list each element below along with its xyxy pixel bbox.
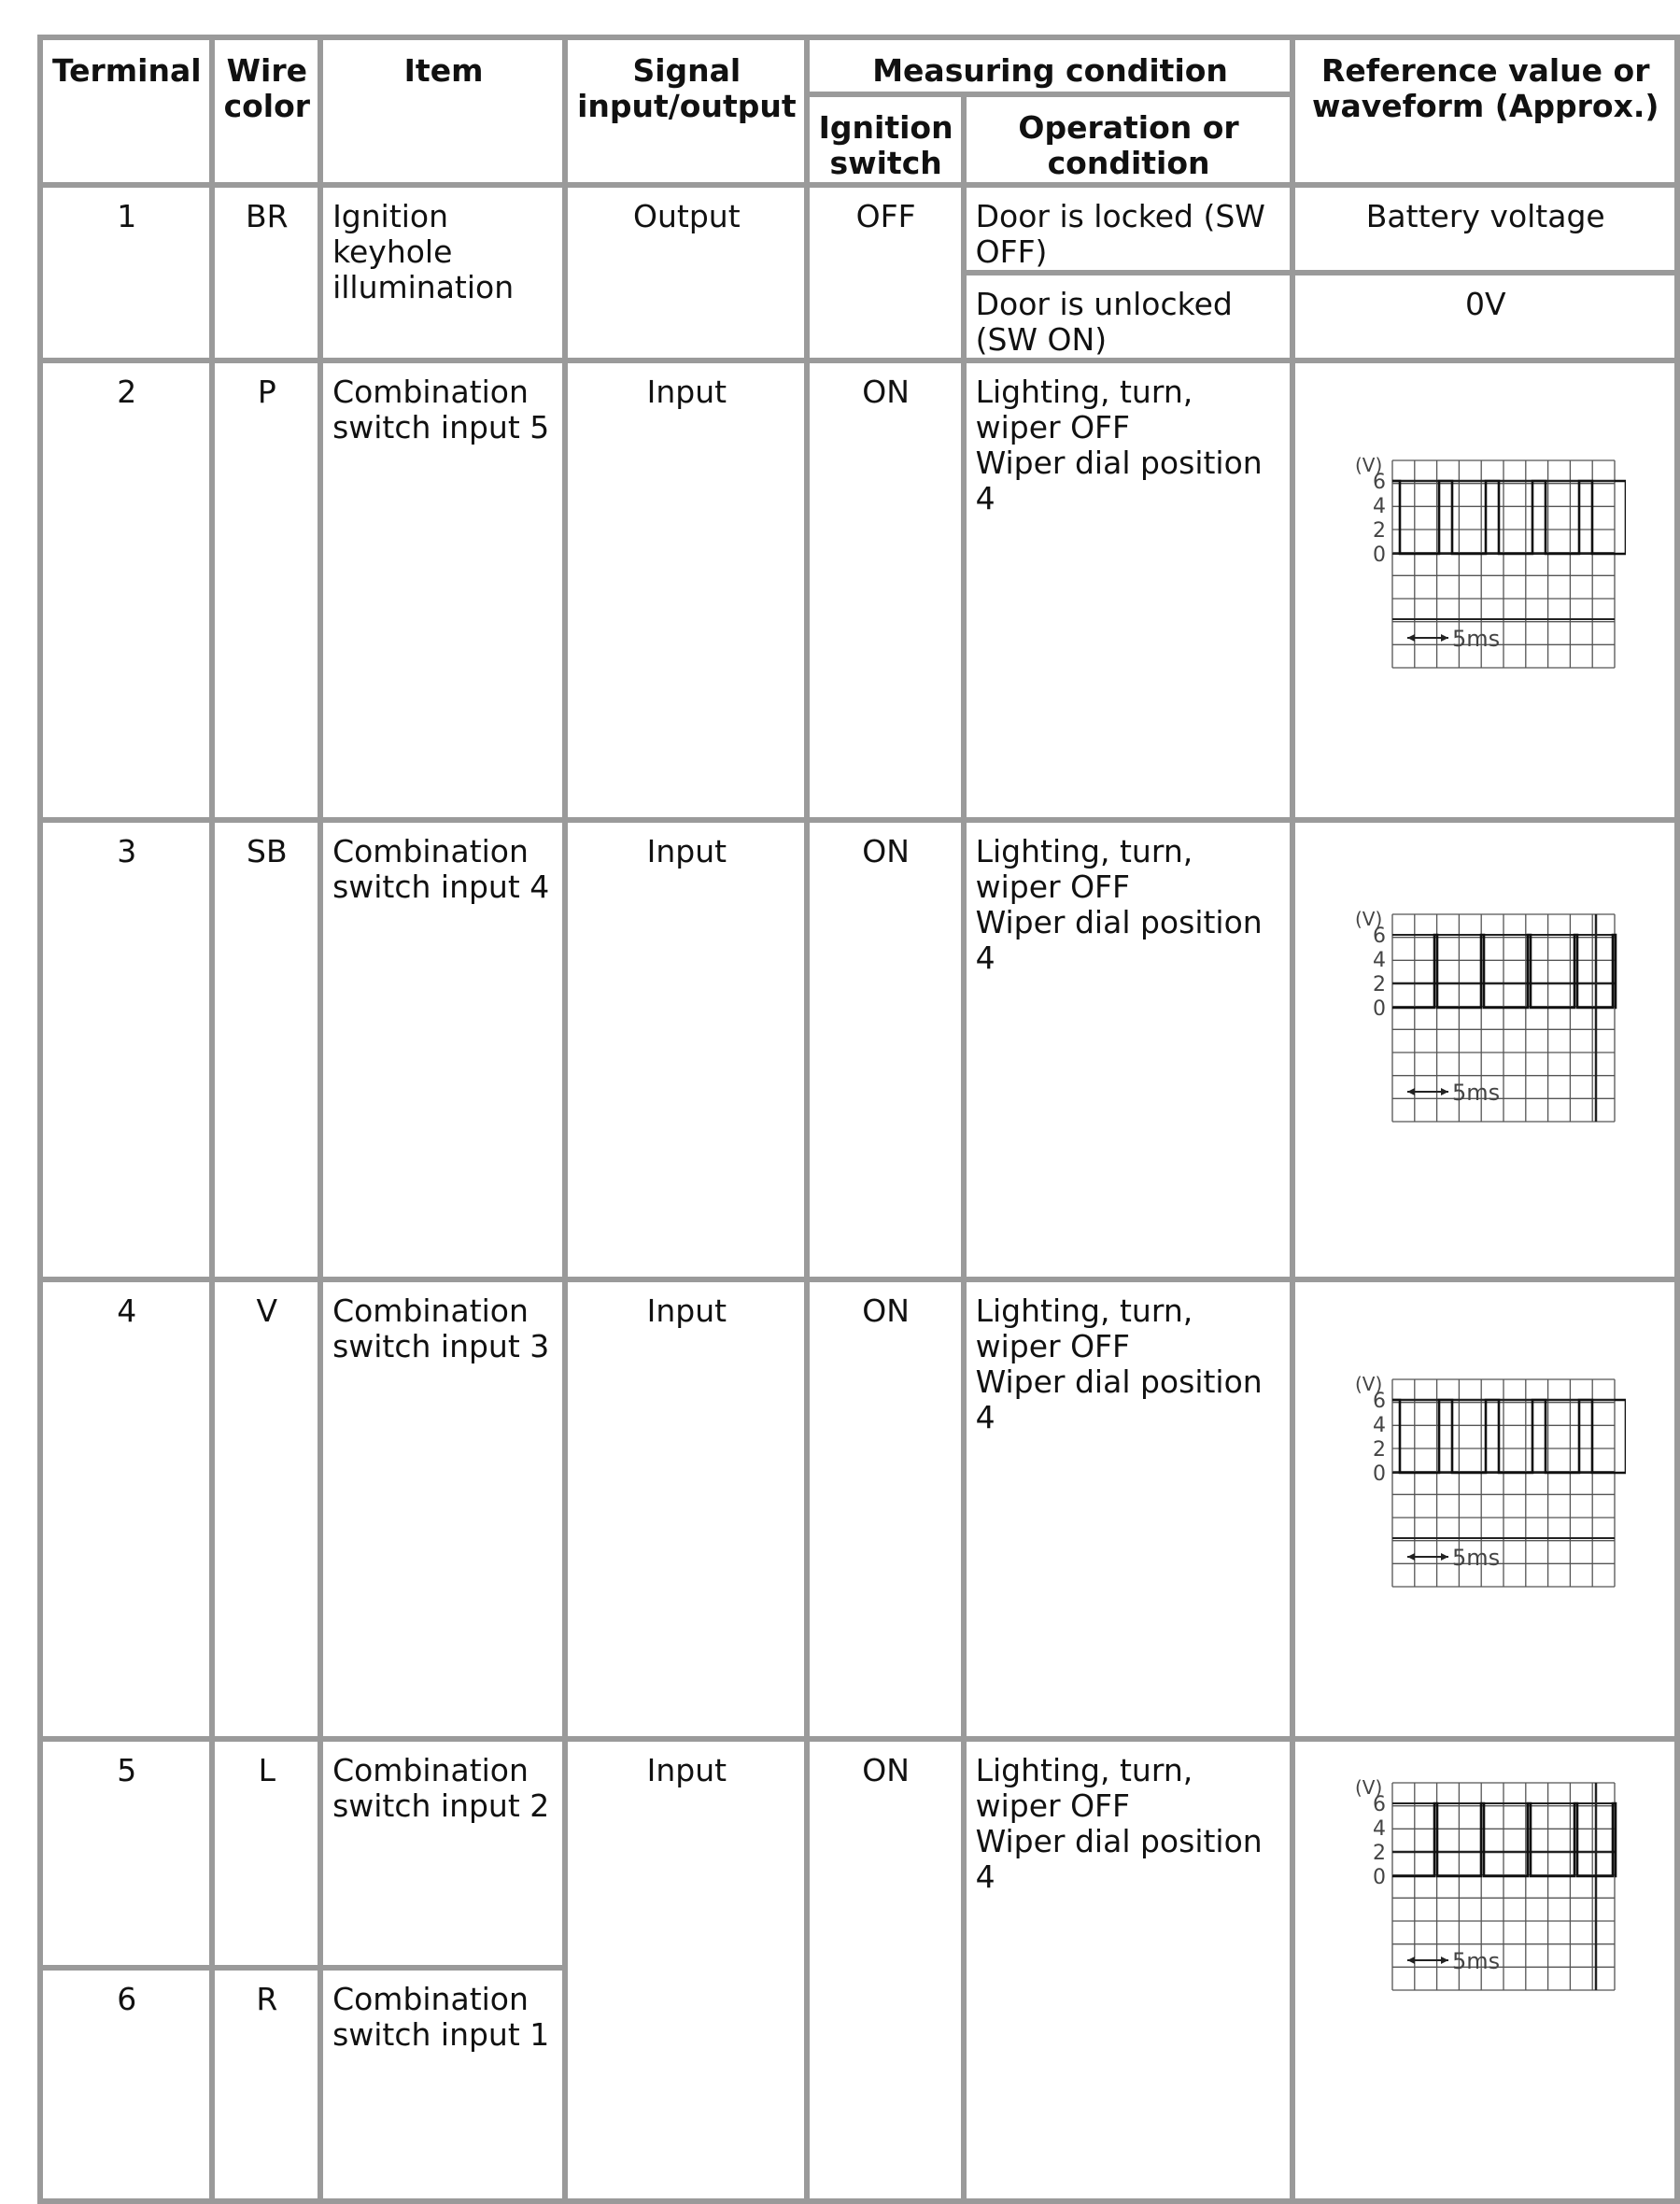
time-scale-arrowhead (1441, 1553, 1448, 1561)
header-item: Item (320, 37, 565, 185)
waveform-y-tick: 6 (1372, 1793, 1386, 1816)
waveform-graph (1346, 1770, 1626, 2013)
operation-cell: Door is unlocked (SW ON) (964, 273, 1292, 360)
header-reference: Reference value or waveform (Approx.) (1292, 37, 1678, 185)
table-row (40, 360, 1677, 820)
ignition-cell: ON (807, 360, 964, 820)
waveform-unit-label: (V) (1354, 1776, 1383, 1799)
waveform-y-tick: 4 (1372, 949, 1386, 972)
table-row (40, 1739, 1677, 1968)
time-scale-arrowtail (1407, 1957, 1415, 1964)
wire-color-cell: P (212, 360, 321, 820)
waveform-y-tick: 0 (1372, 997, 1386, 1021)
wire-color-cell: L (212, 1739, 321, 1968)
waveform-y-tick: 2 (1372, 1842, 1386, 1865)
waveform-grid (1392, 460, 1615, 668)
operation-cell (964, 1739, 1292, 2201)
waveform-grid (1392, 914, 1615, 1122)
terminal-cell: 4 (40, 1279, 212, 1739)
wire-color-cell: V (212, 1279, 321, 1739)
item-cell: Combination switch input 3 (320, 1279, 565, 1739)
header-signal: Signal input/output (565, 37, 807, 185)
header-wire-color: Wire color (212, 37, 321, 185)
table-row (40, 1279, 1677, 1739)
reference-cell (1292, 360, 1678, 820)
terminal-cell: 2 (40, 360, 212, 820)
operation-cell (964, 820, 1292, 1279)
waveform-y-tick: 0 (1372, 1462, 1386, 1486)
waveform-grid (1392, 1379, 1615, 1587)
waveform-y-tick: 4 (1372, 1817, 1386, 1841)
header-measuring-condition: Measuring condition (807, 37, 1292, 94)
waveform-y-tick: 0 (1372, 544, 1386, 567)
time-scale-arrowhead (1441, 1957, 1448, 1964)
terminal-cell: 6 (40, 1968, 212, 2201)
ignition-cell: ON (807, 820, 964, 1279)
item-cell: Combination switch input 5 (320, 360, 565, 820)
operation-line: Lighting, turn, wiper OFF (975, 833, 1193, 905)
terminal-cell: 3 (40, 820, 212, 1279)
signal-cell: Input (565, 360, 807, 820)
table-row (40, 185, 1677, 273)
ignition-cell: OFF (807, 185, 964, 360)
operation-line: Wiper dial position 4 (975, 1363, 1263, 1435)
waveform-unit-label: (V) (1354, 454, 1383, 476)
waveform-unit-label: (V) (1354, 908, 1383, 930)
waveform-y-tick: 4 (1372, 495, 1386, 518)
item-cell: Combination switch input 1 (320, 1968, 565, 2201)
time-scale-label: 5ms (1451, 1545, 1500, 1571)
waveform-graph (1346, 1366, 1626, 1590)
header-ignition-switch: Ignition switch (807, 94, 964, 185)
waveform-unit-label: (V) (1354, 1373, 1383, 1395)
time-scale-label: 5ms (1451, 626, 1500, 652)
reference-cell (1292, 1739, 1678, 2201)
operation-line: Lighting, turn, wiper OFF (975, 374, 1193, 445)
operation-line: Wiper dial position 4 (975, 1823, 1263, 1895)
terminal-cell: 5 (40, 1739, 212, 1968)
item-cell: Ignition keyhole illumination (320, 185, 565, 360)
item-cell: Combination switch input 4 (320, 820, 565, 1279)
time-scale-arrowtail (1407, 1088, 1415, 1095)
terminal-spec-table (37, 35, 1680, 2204)
operation-cell (964, 1279, 1292, 1739)
operation-line: Lighting, turn, wiper OFF (975, 1293, 1193, 1364)
ignition-cell: ON (807, 1739, 964, 2201)
time-scale-arrowhead (1441, 1088, 1448, 1095)
waveform-y-tick: 2 (1372, 973, 1386, 996)
time-scale-arrowtail (1407, 1553, 1415, 1561)
signal-cell: Input (565, 1279, 807, 1739)
time-scale-label: 5ms (1451, 1080, 1500, 1106)
waveform-y-tick: 2 (1372, 1438, 1386, 1462)
time-scale-label: 5ms (1451, 1948, 1500, 1974)
wire-color-cell: BR (212, 185, 321, 360)
operation-cell: Door is locked (SW OFF) (964, 185, 1292, 273)
operation-cell (964, 360, 1292, 820)
header-terminal: Terminal (40, 37, 212, 185)
waveform-trace (1392, 481, 1626, 554)
item-cell: Combination switch input 2 (320, 1739, 565, 1968)
ignition-cell: ON (807, 1279, 964, 1739)
reference-cell (1292, 1279, 1678, 1739)
waveform-y-tick: 6 (1372, 471, 1386, 494)
waveform-y-tick: 0 (1372, 1866, 1386, 1889)
operation-line: Lighting, turn, wiper OFF (975, 1752, 1193, 1824)
waveform-graph (1346, 901, 1626, 1144)
reference-cell: Battery voltage (1292, 185, 1678, 273)
waveform-y-tick: 6 (1372, 1390, 1386, 1413)
table-row (40, 820, 1677, 1279)
wire-color-cell: R (212, 1968, 321, 2201)
signal-cell: Output (565, 185, 807, 360)
wire-color-cell: SB (212, 820, 321, 1279)
waveform-grid (1392, 1783, 1615, 1990)
operation-line: Wiper dial position 4 (975, 445, 1263, 516)
waveform-y-tick: 4 (1372, 1414, 1386, 1437)
waveform-y-tick: 2 (1372, 519, 1386, 543)
signal-cell: Input (565, 1739, 807, 2201)
time-scale-arrowhead (1441, 634, 1448, 642)
terminal-cell: 1 (40, 185, 212, 360)
reference-cell (1292, 820, 1678, 1279)
header-operation: Operation or condition (964, 94, 1292, 185)
waveform-y-tick: 6 (1372, 925, 1386, 948)
operation-line: Wiper dial position 4 (975, 904, 1263, 976)
waveform-graph (1346, 447, 1626, 671)
signal-cell: Input (565, 820, 807, 1279)
waveform-trace (1392, 1400, 1626, 1473)
time-scale-arrowtail (1407, 634, 1415, 642)
reference-cell: 0V (1292, 273, 1678, 360)
